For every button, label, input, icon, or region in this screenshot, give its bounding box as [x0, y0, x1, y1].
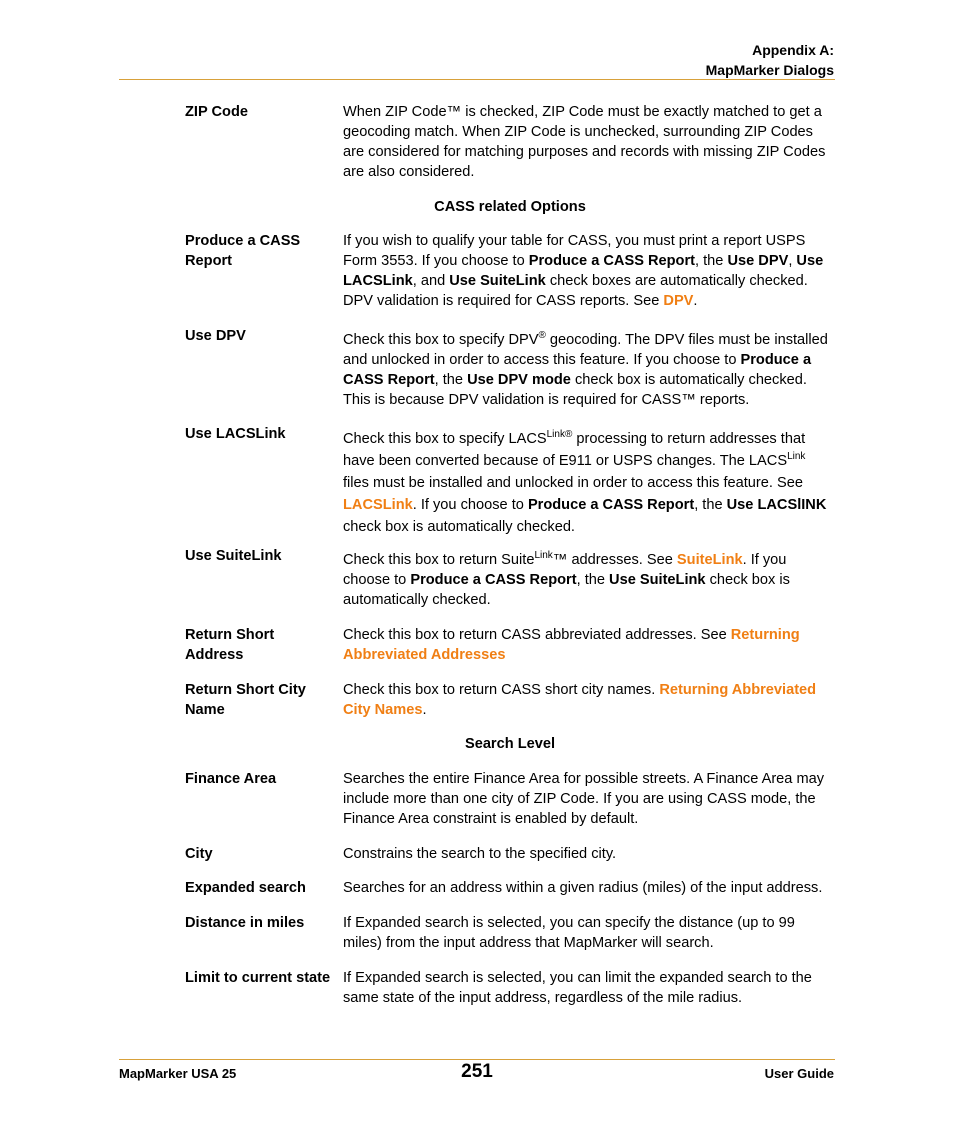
term-use-suitelink: Use SuiteLink	[185, 548, 282, 564]
desc-expanded-search: Searches for an address within a given radius (miles) of the input address.	[343, 880, 823, 896]
desc-distance-in-miles: If Expanded search is selected, you can specify the distance (up to 99 miles) from the input address that MapMarker will search.	[343, 915, 795, 951]
desc-return-short-city-name: Check this box to return CASS short city names. Returning Abbreviated City Names.	[343, 682, 817, 718]
link-returning-abbreviated-city-names[interactable]: Returning Abbreviated City Names	[343, 682, 817, 718]
term-use-dpv: Use DPV	[185, 328, 246, 344]
footer-rule	[119, 1059, 835, 1060]
desc-use-lacslink: Check this box to specify $LACS^{Link®}$ processing to return addresses that have been converted because of E911 or USPS changes. The $LACS^{Link}$ files must be installed and unlocked in order to access this feature. See LACSLink. If you choose to Produce a CASS Report, the Use LACSlINK check box is automatically checked.	[343, 429, 827, 535]
link-suitelink[interactable]: SuiteLink	[676, 552, 743, 568]
term-zip-code: ZIP Code	[185, 104, 248, 120]
header-rule	[119, 79, 835, 80]
desc-use-dpv: Check this box to specify DPV® geocoding. The DPV files must be installed and unlocked in order to access this feature. If you choose to Produce a CASS Report, the Use DPV mode check box is automatically checked. This is because DPV validation is required for CASS™ reports.	[343, 330, 828, 408]
term-produce-cass-report: Produce a CASS Report	[185, 233, 301, 269]
term-limit-to-current-state: Limit to current state	[185, 970, 331, 986]
term-return-short-address: Return Short Address	[185, 627, 275, 663]
page-number: 251	[461, 1061, 493, 1082]
term-use-lacslink: Use LACSLink	[185, 426, 286, 442]
header-title: MapMarker Dialogs	[705, 62, 834, 78]
desc-finance-area: Searches the entire Finance Area for possible streets. A Finance Area may include more than one city of ZIP Code. If you are using CASS mode, the Finance Area constraint is enabled by default.	[343, 771, 825, 827]
heading-cass-options: CASS related Options	[434, 199, 586, 215]
term-return-short-city-name: Return Short City Name	[185, 682, 306, 718]
desc-use-suitelink: Check this box to return Suite$^{Link}$™ addresses. See SuiteLink. If you choose to Produce a CASS Report, the Use SuiteLink check box is automatically checked.	[343, 550, 790, 608]
desc-return-short-address: Check this box to return CASS abbreviated addresses. See Returning Abbreviated Addresses	[343, 627, 800, 663]
link-dpv[interactable]: DPV	[663, 293, 694, 309]
term-city: City	[185, 846, 213, 862]
link-lacslink[interactable]: LACSLink	[343, 497, 413, 513]
desc-city: Constrains the search to the specified city.	[343, 846, 617, 862]
heading-search-level: Search Level	[464, 736, 556, 752]
link-returning-abbreviated-addresses[interactable]: Returning Abbreviated Addresses	[343, 627, 800, 663]
footer-guide: User Guide	[764, 1066, 834, 1081]
desc-zip-code: When ZIP Code™ is checked, ZIP Code must be exactly matched to get a geocoding match. When ZIP Code is unchecked, surrounding ZIP Codes are considered for matching purposes and records with missing ZIP Codes are also considered.	[343, 104, 826, 180]
term-expanded-search: Expanded search	[185, 880, 306, 896]
term-finance-area: Finance Area	[185, 771, 277, 787]
running-header	[706, 40, 834, 80]
footer-product: MapMarker USA 25	[119, 1066, 237, 1081]
header-appendix: Appendix A:	[752, 42, 834, 58]
desc-limit-to-current-state: If Expanded search is selected, you can limit the expanded search to the same state of the input address, regardless of the mile radius.	[343, 970, 812, 1006]
term-distance-in-miles: Distance in miles	[185, 915, 305, 931]
desc-produce-cass-report: If you wish to qualify your table for CASS, you must print a report USPS Form 3553. If you choose to Produce a CASS Report, the Use DPV, Use LACSLink, and Use SuiteLink check boxes are automatically checked. DPV validation is required for CASS reports. See DPV.	[343, 233, 824, 309]
